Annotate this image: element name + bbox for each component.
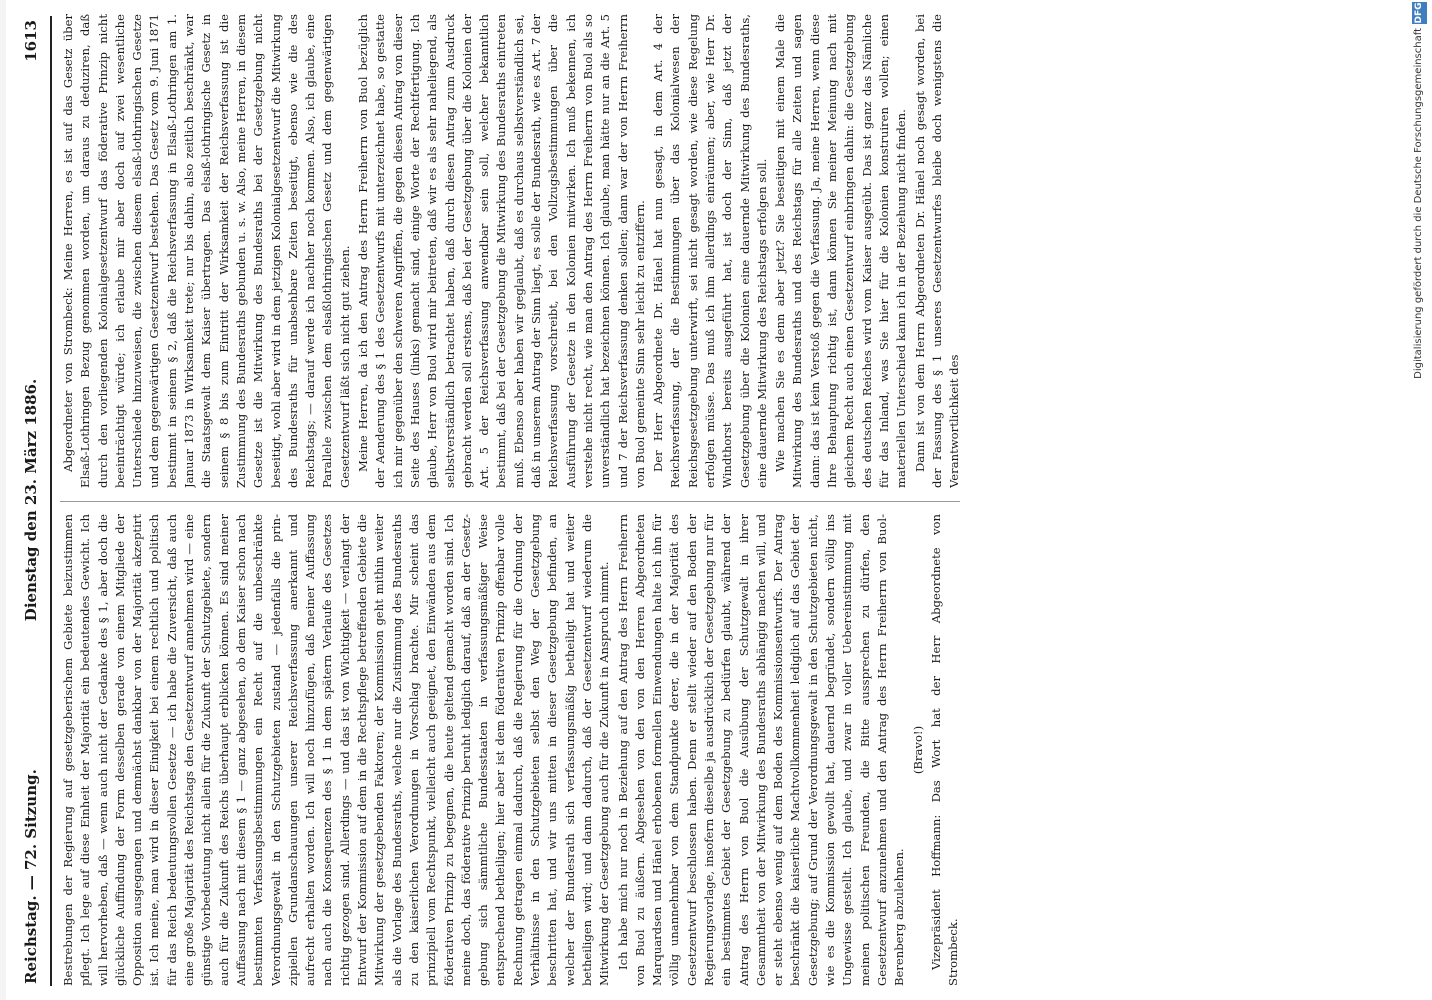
dfg-watermark-strip <box>1410 0 1432 1000</box>
page-number: 1613 <box>22 20 40 62</box>
dfg-logo: DFG <box>1412 2 1427 24</box>
paragraph: Wie machen Sie es denn aber jetzt? Sie beseitigen mit einem Male die Mitwirkung des Bundesraths und des Reichstags für alle Zeiten und sagen dann: das ist kein Verstoß gegen die Verfassung. Ja, meine Herren, wenn diese Ihre Behauptung richtig ist, dann können Sie meiner Meinung nach mit gleichem Recht auch einen Gesetzentwurf einbringen dahin: die Gesetzgebung des deutschen Reiches wird vom Kaiser ausgeübt. Das ist ganz das Nämliche für das Inland, was Sie hier für die Kolonien konstruiren wollen; einen materiellen Unterschied kann ich in der Beziehung nicht finden. <box>773 14 909 488</box>
paragraph: Der Herr Abgeordnete Dr. Hänel hat nun gesagt, in dem Art. 4 der Reichsverfassung, der die Bestimmungen über das Kolonialwesen der Reichsgesetzgebung unterwirft, sei nicht gesagt worden, wie diese Regelung erfolgen müsse. Das muß ich ihm allerdings einräumen; aber, wie Herr Dr. Windthorst bereits ausgeführt hat, ist doch der Sinn, daß jetzt der Gesetzgebung über die Kolonien eine dauernde Mitwirkung des Bundesraths, eine dauernde Mitwirkung des Reichstags erfolgen soll. <box>651 14 769 488</box>
header-date: Dienstag den 23. März 1886. <box>22 378 40 622</box>
page-header <box>22 16 46 984</box>
header-left: Reichstag. — 72. Sitzung. <box>22 769 40 984</box>
paragraph: Bestrebungen der Regierung auf gesetzgeberischem Gebiete beizustimmen pflegt. Ich lege auf diese Einheit der Majorität ein bedeutendes Gewicht. Ich will hervorheben, daß — wenn auch nicht der Gedanke des § 1, aber doch die glückliche Auffindung der Form desselben gerade von einem Mitgliede der Opposition ausgegangen und demnächst dankbar von der Majorität akzeptirt ist. Ich meine, man wird in dieser Einigkeit bei einem rechtlich und politisch für das Reich bedeutungsvollen Gesetze — ich habe die Zuversicht, daß auch eine große Majorität des Reichstags den Gesetzentwurf annehmen wird — eine günstige Vorbedeutung nicht allein für die Zukunft der Schutzgebiete, sondern auch für die Zukunft des Reichs überhaupt erblicken können. Es sind meiner Auffassung nach mit diesem § 1 — ganz abgesehen, ob dem Kaiser schon nach bestimmten Verfassungsbestimmungen ein Recht auf die unbeschränkte Verordnungsgewalt in den Schutzgebieten zustand — jedenfalls die prinzipiellen Grundanschauungen unserer Reichsverfassung anerkannt und aufrecht erhalten worden. Ich will noch hinzufügen, daß meiner Auffassung nach auch die Konsequenzen des § 1 in dem spätern Verlaufe des Gesetzes richtig gezogen sind. Allerdings — und das ist von Wichtigkeit — verlangt der Entwurf der Kommission auf dem in die Rechtspflege betreffenden Gebiete die Mitwirkung der gesetzgebenden Faktoren; der Kommission geht mithin weiter als die Vorlage des Bundesraths, welche nur die Zustimmung des Bundesraths zu den kaiserlichen Verordnungen in Vorschlag brachte. Mir scheint das prinzipiell vom Rechtspunkt, vielleicht auch geeignet, den Einwänden aus dem föderativen Prinzip zu begegnen, die heute geltend gemacht worden sind. Ich meine doch, das föderative Prinzip beruht lediglich darauf, daß an der Gesetzgebung sich sämmtliche Bundesstaaten in verfassungsmäßiger Weise entsprechend betheiligen; hier aber ist dem föderativen Prinzip offenbar volle Rechnung getragen einmal dadurch, daß die Regierung für die Ordnung der Verhältnisse in den Schutzgebieten selbst den Weg der Gesetzgebung beschritten hat, und wir uns mitten in dieser Gesetzgebung befinden, an welcher der Bundesrath sich verfassungsmäßig betheiligt hat und weiter betheiligen wird; und dann dadurch, daß der Gesetzentwurf wiederum die Mitwirkung der Gesetzgebung auch für die Zukunft in Anspruch nimmt. <box>61 514 612 986</box>
paragraph: Ich habe mich nur noch in Beziehung auf den Antrag des Herrn Freiherrn von Buol zu äußern. Abgesehen von den von den Herren Abgeordneten Marquardsen und Hänel erhobenen formellen Einwendungen halte ich ihn für völlig unannehmbar von dem Standpunkte derer, die in der Majorität des Gesetzentwurf beschlossen haben. Denn er stellt wieder auf den Boden der Regierungsvorlage, insofern dieselbe ja ausdrücklich der Gesetzgebung nur für ein bestimmtes Gebiet der Gesetzgebung zu bedürfen glaubt, während der Antrag des Herrn von Buol die Ausübung der Schutzgewalt in ihrer Gesammtheit von der Mitwirkung des Bundesraths abhängig machen will, und er steht ebenso wenig auf dem Boden des Kommissionsentwurfs. Der Antrag beschränkt die kaiserliche Machtvollkommenheit lediglich auf das Gebiet der Gesetzgebung; auf Grund der Verordnungsgewalt in den Schutzgebieten nicht, wie es die Kommission gewollt hat, dauernd begründet, sondern völlig ins Ungewisse gestellt. Ich glaube, und zwar in voller Uebereinstimmung mit meinen politischen Freunden, die Bitte aussprechen zu dürfen, den Gesetzentwurf anzunehmen und den Antrag des Herrn Freiherrn von Buol-Berenberg abzulehnen. <box>615 514 907 986</box>
header-rule <box>50 16 52 986</box>
dfg-watermark-text: Digitalisierung gefördert durch die Deutsche Forschungsgemeinschaft <box>1413 28 1424 379</box>
paragraph: Vizepräsident Hoffmann: Das Wort hat der Herr Abgeordnete von Strombeck. <box>928 514 961 986</box>
column-divider <box>60 501 960 502</box>
paragraph: Dann ist von dem Herrn Abgeordneten Dr. Hänel noch gesagt worden, bei der Fassung des § 1 unseres Gesetzentwurfes bleibe doch wenigstens die Verantwortlichkeit des <box>912 14 962 488</box>
paragraph: Abgeordneter von Strombeck: Meine Herren, es ist auf das Gesetz über Elsaß-Lothringen Bezug genommen worden, um daraus zu deduziren, daß durch den vorliegenden Kolonialgesetzentwurf das föderative Prinzip nicht beeinträchtigt würde; ich erlaube mir aber doch auf zwei wesentliche Unterschiede hinzuweisen, die zwischen diesem elsaß-lothringischen Gesetze und dem gegenwärtigen Gesetzentwurf bestehen. Das Gesetz vom 9. Juni 1871 bestimmt in seinem § 2, daß die Reichsverfassung in Elsaß-Lothringen am 1. Januar 1873 in Wirksamkeit trete; nur bis dahin, also zeitlich beschränkt, war die Staatsgewalt dem Kaiser übertragen. Das elsaß-lothringische Gesetz in seinem § 8 bis zum Eintritt der Wirksamkeit der Reichsverfassung ist die Zustimmung des Bundesraths gebunden u. s. w. Also, meine Herren, in diesem Gesetze ist die Mitwirkung des Bundesraths bei der Gesetzgebung nicht beseitigt, wohl aber wird in dem jetzigen Kolonialgesetzentwurf die Mitwirkung des Bundesraths für unabsehbare Zeiten beseitigt, ebenso wie die des Reichstags; — darauf werde ich nachher noch kommen. Also, ich glaube, eine Parallele zwischen dem elsaßlothringischen Gesetz und dem gegenwärtigen Gesetzentwurf läßt sich nicht gut ziehen. <box>61 14 352 488</box>
right-column <box>60 14 1370 488</box>
paragraph: Meine Herren, da ich den Antrag des Herrn Freiherrn von Buol bezüglich der Aenderung des § 1 des Gesetzentwurfs mit unterzeichnet habe, so gestatte ich mir gegenüber den schweren Angriffen, die gegen diesen Antrag von dieser Seite des Hauses (links) gemacht sind, einige Worte der Rechtfertigung. Ich glaube, Herr von Buol wird mir beitreten, daß wir es als sehr naheliegend, als selbstverständlich betrachtet haben, daß durch diesen Antrag zum Ausdruck gebracht werden soll erstens, daß bei der Gesetzgebung über die Kolonien der Art. 5 der Reichsverfassung anwendbar sein soll, welcher bekanntlich bestimmt, daß bei der Gesetzgebung die Mitwirkung des Bundesraths eintreten muß. Ebenso aber haben wir geglaubt, daß es durchaus selbstverständlich sei, daß in unserem Antrag der Sinn liegt, es solle der Bundesrath, wie es Art. 7 der Reichsverfassung vorschreibt, bei den Vollzugsbestimmungen über die Ausführung der Gesetze in den Kolonien mitwirken. Ich muß bekennen, ich verstehe nicht recht, wie man den Antrag des Herrn Freiherrn von Buol als so unverständlich hat bezeichnen können. Ich glaube, man hätte nur an die Art. 5 und 7 der Reichsverfassung denken sollen; dann war der von Herrn Freiherrn von Buol gemeinte Sinn sehr leicht zu entziffern. <box>356 14 647 488</box>
left-column <box>60 514 1370 986</box>
paragraph: (Bravo!) <box>910 725 925 775</box>
